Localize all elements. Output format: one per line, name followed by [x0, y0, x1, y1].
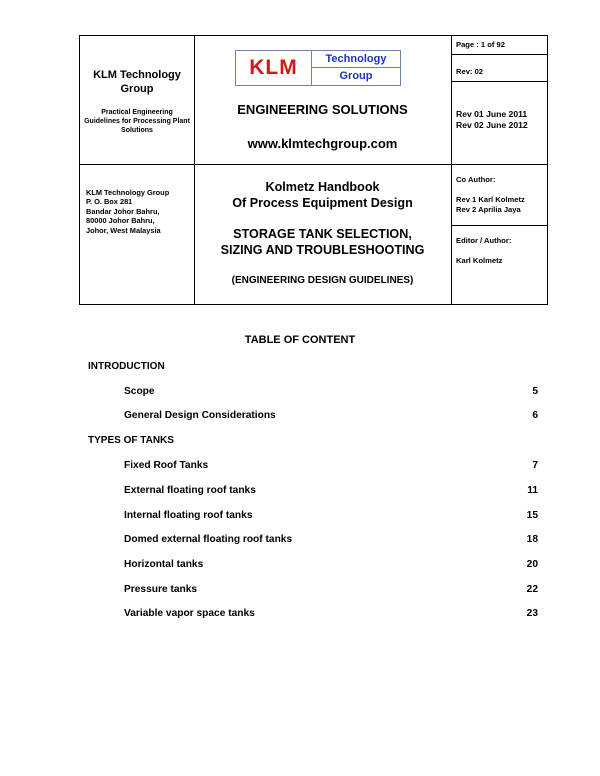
editor-label: Editor / Author:	[456, 236, 512, 245]
logo-technology-text: Technology	[312, 51, 400, 68]
address-line: Johor, West Malaysia	[86, 225, 161, 235]
toc-item-label: Pressure tanks	[124, 584, 198, 595]
handbook-title-line: Kolmetz Handbook	[265, 180, 380, 194]
toc-item-label: Scope	[124, 386, 155, 397]
co-authors	[456, 195, 548, 214]
address-line: KLM Technology Group	[86, 188, 170, 197]
toc-item[interactable]	[124, 410, 538, 424]
company-name: KLM Technology Group	[93, 69, 181, 95]
toc-title: TABLE OF CONTENT	[244, 334, 356, 346]
toc-item[interactable]	[124, 608, 538, 622]
toc-item-label: Fixed Roof Tanks	[124, 460, 209, 471]
handbook-title-line: Of Process Equipment Design	[232, 196, 413, 210]
address-line: 80000 Johor Bahru,	[86, 216, 155, 226]
logo-group-text: Group	[339, 70, 373, 82]
toc-item[interactable]	[124, 485, 538, 499]
toc-item-label: Horizontal tanks	[124, 559, 204, 570]
toc-item-page: 22	[526, 584, 538, 595]
toc-item[interactable]	[124, 584, 538, 598]
row-divider	[80, 164, 547, 165]
toc-item-page: 23	[526, 608, 538, 619]
subject-title-line: STORAGE TANK SELECTION,	[233, 227, 412, 241]
toc-item-label: Internal floating roof tanks	[124, 510, 253, 521]
toc-item-page: 6	[532, 410, 538, 421]
subject-title-line: SIZING AND TROUBLESHOOTING	[220, 243, 425, 257]
toc-item-page: 11	[527, 485, 538, 496]
toc-item[interactable]	[124, 460, 538, 474]
logo-klm-text: KLM	[236, 51, 312, 85]
page-number: Page : 1 of 92	[456, 40, 505, 49]
toc-item-label: General Design Considerations	[124, 410, 276, 421]
website-text: www.klmtechgroup.com	[247, 136, 398, 151]
toc-item-page: 20	[526, 559, 538, 570]
toc-item-page: 15	[526, 510, 538, 521]
address-line: P. O. Box 281	[86, 197, 133, 207]
row-divider	[451, 54, 547, 55]
revision-date: Rev 01 June 2011	[456, 109, 528, 119]
column-divider	[194, 36, 195, 304]
revision-number: Rev: 02	[456, 67, 484, 76]
subject-title	[194, 226, 451, 258]
editor-name: Karl Kolmetz	[456, 256, 503, 265]
toc-item-page: 7	[532, 460, 538, 471]
company-address	[86, 188, 194, 235]
toc-item[interactable]	[124, 534, 538, 548]
column-divider	[451, 36, 452, 304]
guideline-label: (ENGINEERING DESIGN GUIDELINES)	[231, 275, 414, 286]
address-line: Bandar Johor Bahru,	[86, 206, 160, 216]
toc-item[interactable]	[124, 559, 538, 573]
toc-item[interactable]	[124, 386, 538, 400]
engineering-solutions-heading: ENGINEERING SOLUTIONS	[237, 102, 408, 117]
toc-section-heading: TYPES OF TANKS	[88, 435, 174, 446]
toc-section-heading: INTRODUCTION	[88, 361, 165, 372]
co-author: Rev 1 Karl Kolmetz	[456, 195, 525, 204]
revision-dates	[456, 109, 548, 130]
klm-logo	[235, 50, 401, 86]
row-divider	[451, 81, 547, 82]
toc-item[interactable]	[124, 510, 538, 524]
handbook-title	[194, 179, 451, 211]
toc-item-label: Domed external floating roof tanks	[124, 534, 293, 545]
row-divider	[451, 225, 547, 226]
co-author: Rev 2 Aprilia Jaya	[456, 204, 521, 214]
company-tagline: Practical Engineering Guidelines for Processing Plant Solutions	[84, 109, 190, 134]
toc-item-page: 18	[526, 534, 538, 545]
revision-date: Rev 02 June 2012	[456, 119, 528, 130]
toc-item-page: 5	[532, 386, 538, 397]
document-header	[79, 35, 548, 305]
co-author-label: Co Author:	[456, 175, 496, 184]
toc-item-label: External floating roof tanks	[124, 485, 256, 496]
toc-item-label: Variable vapor space tanks	[124, 608, 255, 619]
